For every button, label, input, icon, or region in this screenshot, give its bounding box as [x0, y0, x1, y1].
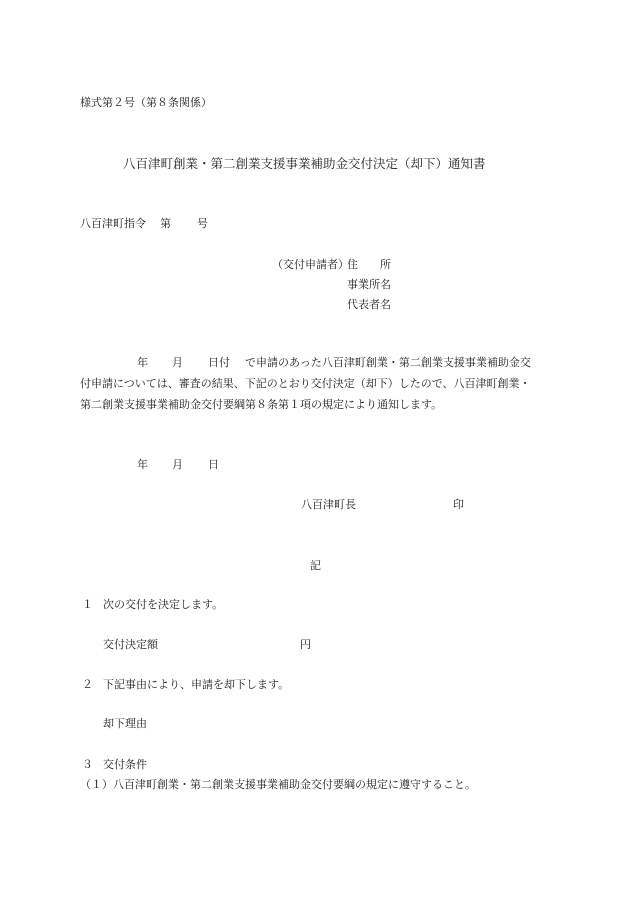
item3-sub1: （１）八百津町創業・第二創業支援事業補助金交付要綱の規定に遵守すること。	[80, 778, 476, 791]
applicant-role-label: （交付申請者）	[272, 258, 349, 271]
doc-number-dai: 第	[160, 217, 171, 230]
doc-number-prefix: 八百津町指令	[80, 217, 146, 230]
item2-number: ２	[82, 678, 93, 691]
applicant-office-label: 事業所名	[347, 278, 391, 291]
applicant-address-label: 住 所	[347, 258, 391, 271]
mayor-seal: 印	[453, 498, 464, 511]
item1-yen: 円	[300, 638, 311, 651]
doc-number-go: 号	[197, 217, 208, 230]
body-date-year: 年	[137, 356, 148, 369]
issue-date-month: 月	[172, 458, 183, 471]
page-title: 八百津町創業・第二創業支援事業補助金交付決定（却下）通知書	[123, 156, 486, 171]
body-date-month: 月	[172, 356, 183, 369]
body-line1-rest: で申請のあった八百津町創業・第二創業支援事業補助金交	[245, 356, 531, 369]
form-label: 様式第２号（第８条関係）	[80, 96, 212, 109]
item2-reason-label: 却下理由	[103, 717, 147, 730]
body-date-day: 日付	[208, 356, 230, 369]
body-line3: 第二創業支援事業補助金交付要綱第８条第１項の規定により通知します。	[80, 398, 443, 411]
item1-amount-label: 交付決定額	[103, 638, 158, 651]
item1-text: 次の交付を決定します。	[103, 598, 224, 611]
applicant-representative-label: 代表者名	[347, 298, 391, 311]
mayor-label: 八百津町長	[301, 498, 356, 511]
item2-text: 下記事由により、申請を却下します。	[103, 678, 290, 691]
issue-date-day: 日	[208, 458, 219, 471]
issue-date-year: 年	[137, 458, 148, 471]
item3-number: ３	[82, 758, 93, 771]
item3-text: 交付条件	[103, 758, 147, 771]
ki-heading: 記	[310, 559, 321, 572]
body-line2: 付申請については、審査の結果、下記のとおり交付決定（却下）したので、八百津町創業・	[80, 377, 531, 390]
item1-number: １	[82, 598, 93, 611]
